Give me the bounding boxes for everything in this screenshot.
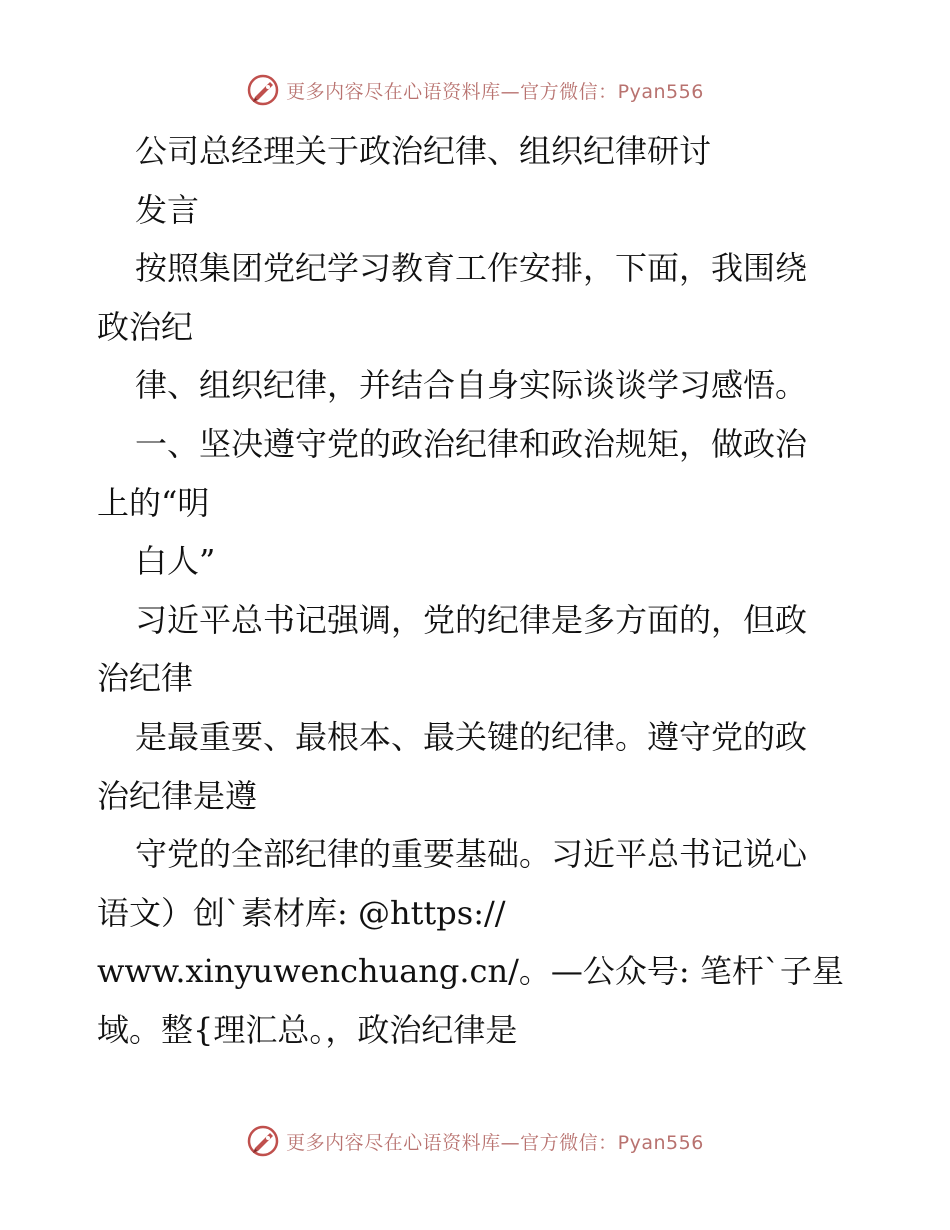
text-line: 守党的全部纪律的重要基础。习近平总书记说心 xyxy=(135,835,808,874)
text-line: 公司总经理关于政治纪律、组织纪律研讨 xyxy=(135,132,712,170)
text-line: 语文）创`素材库: @https:// xyxy=(97,893,506,932)
header-watermark xyxy=(0,70,950,110)
watermark-text: 更多内容尽在心语资料库—官方微信：Pyan556 xyxy=(286,80,704,103)
text-line: www.xinyuwenchuang.cn/。—公众号: 笔杆`子星 xyxy=(97,952,844,991)
text-line: 是最重要、最根本、最关键的纪律。遵守党的政 xyxy=(135,717,808,756)
quill-logo-icon xyxy=(246,1124,280,1158)
text-line: 按照集团党纪学习教育工作安排，下面，我围绕 xyxy=(135,249,808,288)
text-line: 政治纪 xyxy=(97,307,194,346)
text-line: 上的“明 xyxy=(97,483,210,522)
text-line: 域。整{理汇总。，政治纪律是 xyxy=(97,1010,518,1049)
text-line: 白人” xyxy=(135,542,216,581)
quill-logo-icon xyxy=(246,73,280,107)
footer-watermark xyxy=(0,1121,950,1161)
text-line: 发言 xyxy=(135,190,200,229)
document-body xyxy=(97,122,857,1060)
text-line: 治纪律是遵 xyxy=(97,776,258,815)
text-line: 一、坚决遵守党的政治纪律和政治规矩，做政治 xyxy=(135,424,808,463)
text-line: 习近平总书记强调，党的纪律是多方面的，但政 xyxy=(135,600,808,639)
watermark-text: 更多内容尽在心语资料库—官方微信：Pyan556 xyxy=(286,1131,704,1154)
text-line: 律、组织纪律，并结合自身实际谈谈学习感悟。 xyxy=(135,366,808,405)
text-line: 治纪律 xyxy=(97,659,194,698)
